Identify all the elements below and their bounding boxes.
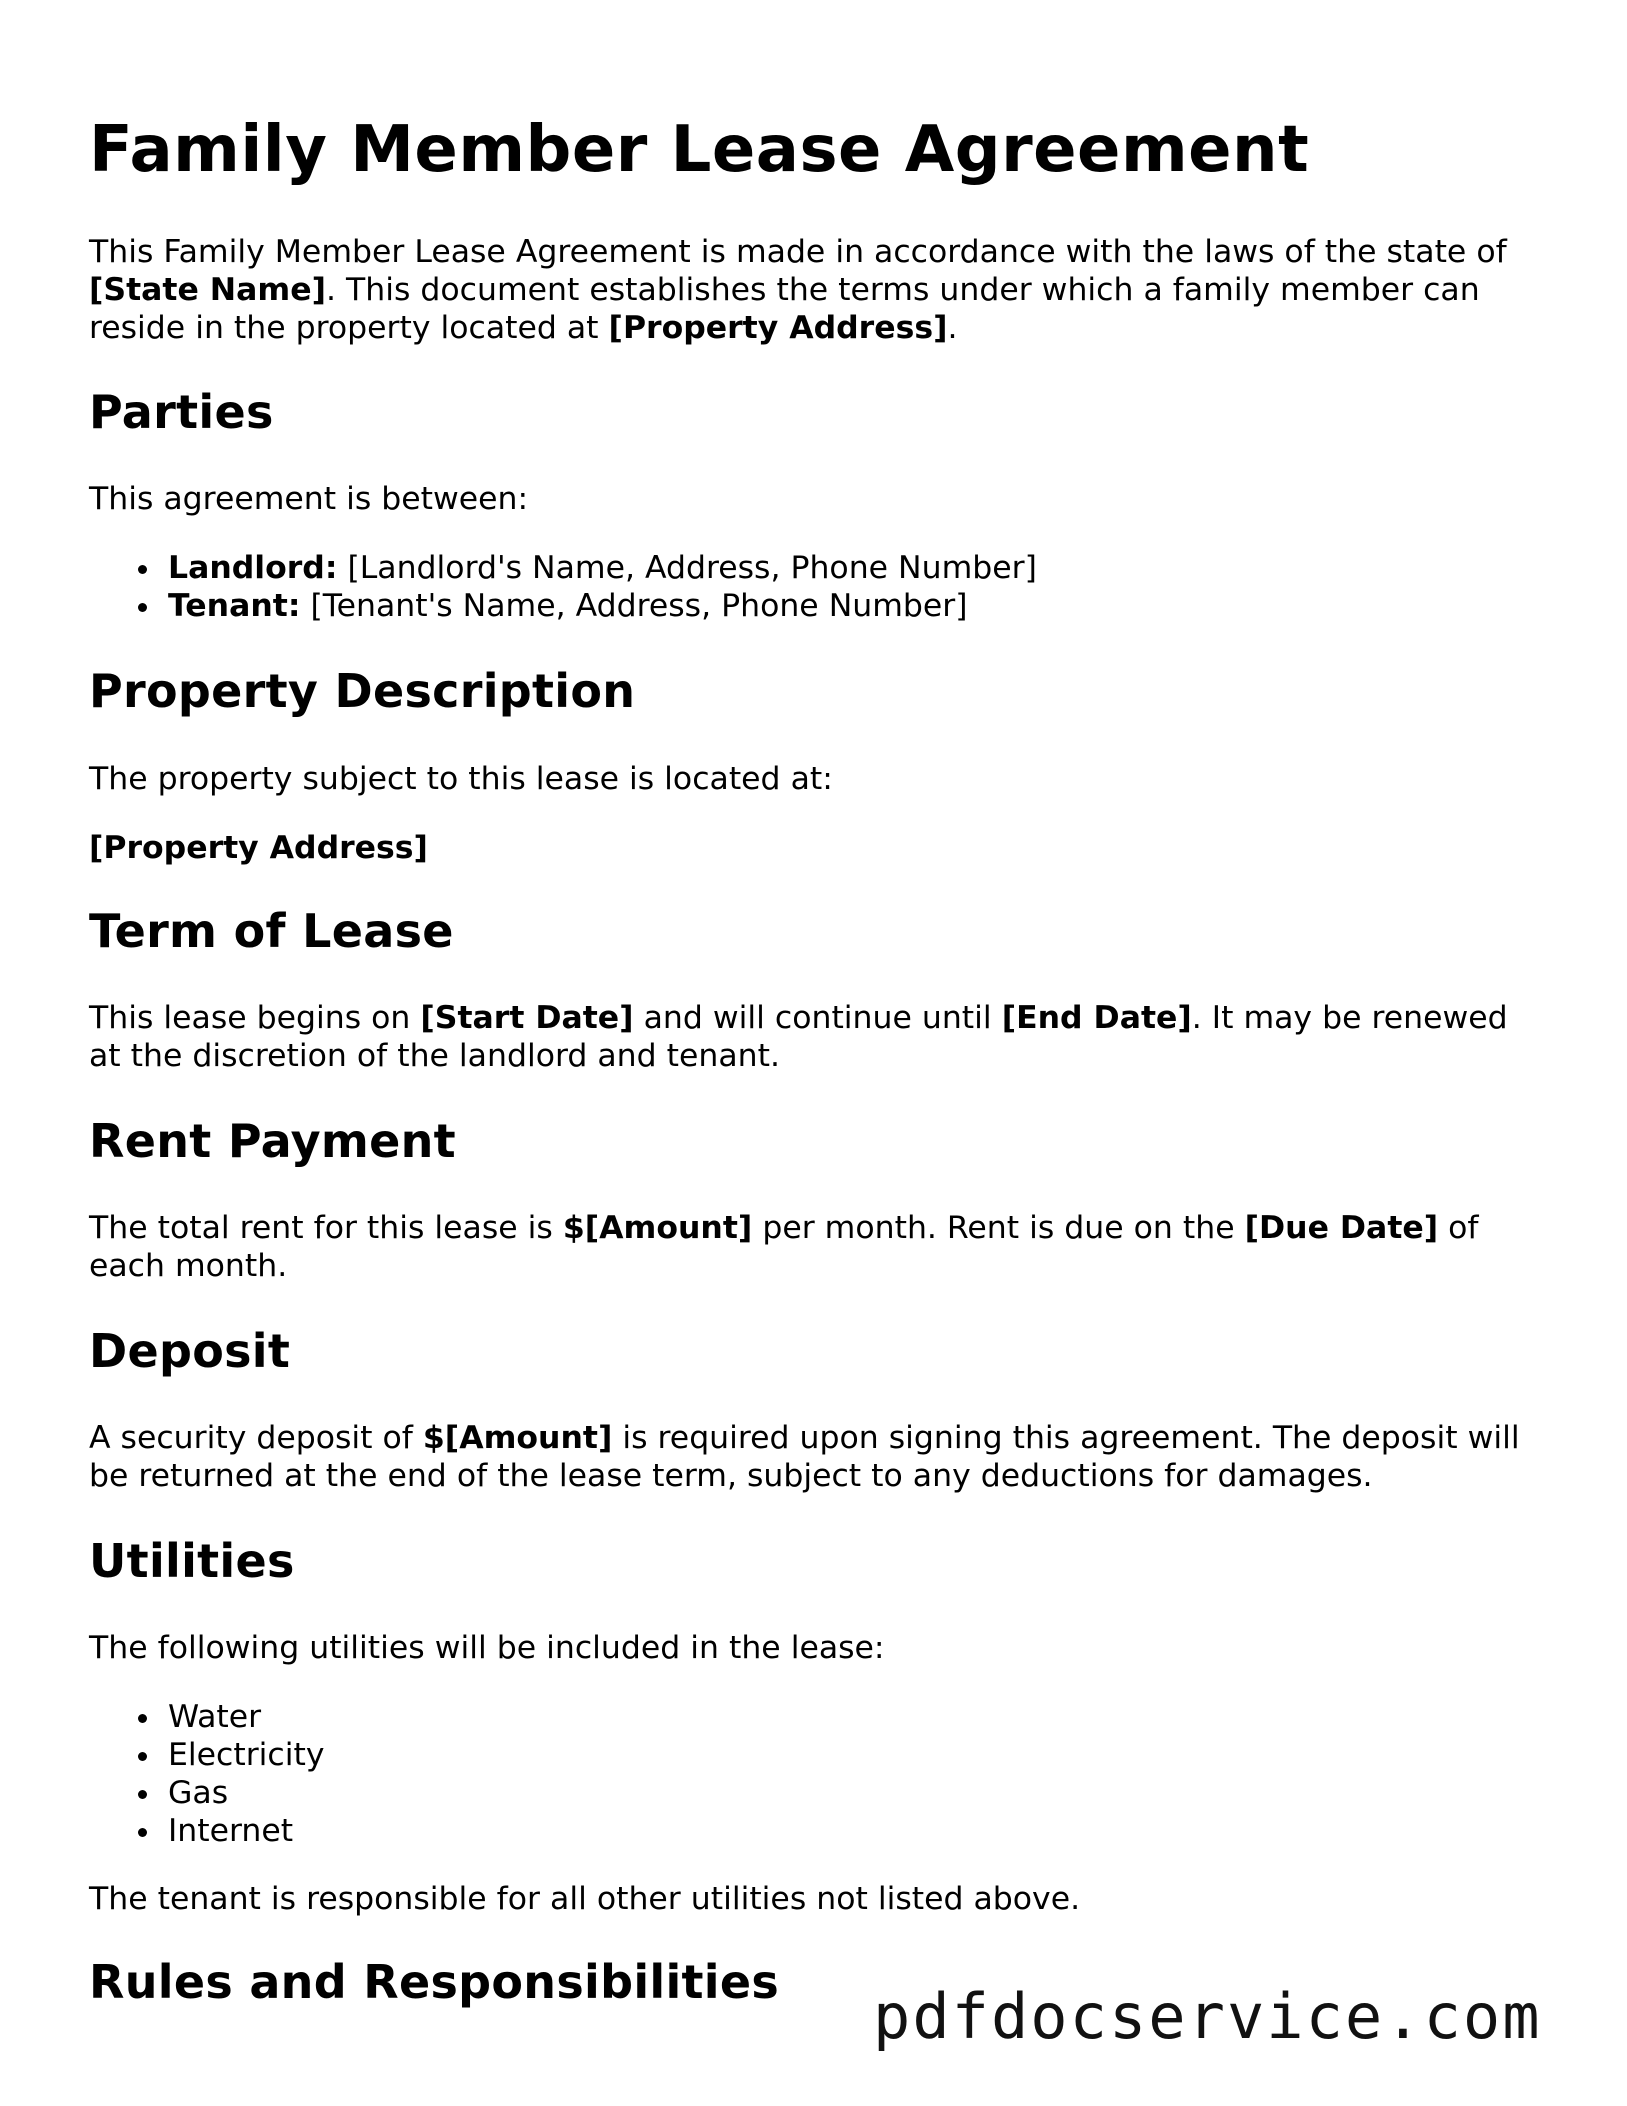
end-date-placeholder: [End Date]: [1001, 1000, 1192, 1036]
due-date-placeholder: [Due Date]: [1244, 1210, 1439, 1246]
property-address: [89, 829, 1539, 867]
parties-text: This agreement is between:: [89, 481, 529, 517]
list-item: [168, 549, 1037, 587]
intro-text-3: .: [947, 310, 958, 346]
landlord-label: Landlord:: [168, 550, 338, 586]
deposit-paragraph: [89, 1419, 1539, 1495]
start-date-placeholder: [Start Date]: [420, 1000, 634, 1036]
utilities-heading: Utilities: [89, 1534, 295, 1588]
tenant-label: Tenant:: [168, 588, 301, 624]
intro-paragraph: [89, 233, 1539, 347]
utilities-list: [89, 1698, 324, 1850]
parties-list: [89, 549, 1037, 625]
property-address-bold: [Property Address]: [89, 830, 428, 866]
watermark-text: pdfdocservice.com: [873, 1980, 1542, 2053]
deposit-text-1: A security deposit of: [89, 1420, 413, 1456]
term-text-1: This lease begins on: [89, 1000, 411, 1036]
rent-text-3: of each month.: [89, 1210, 1479, 1284]
list-item: Gas: [168, 1774, 324, 1812]
rent-text-1: The total rent for this lease is: [89, 1210, 553, 1246]
term-text-2: and will continue until: [643, 1000, 992, 1036]
rent-text-2: per month. Rent is due on the: [762, 1210, 1235, 1246]
list-item: Water: [168, 1698, 324, 1736]
list-item: [168, 587, 1037, 625]
deposit-amount-placeholder: $[Amount]: [422, 1420, 613, 1456]
list-item: Internet: [168, 1812, 324, 1850]
list-item: Electricity: [168, 1737, 325, 1773]
property-address-placeholder: [Property Address]: [608, 310, 948, 346]
deposit-text-2: is required upon signing this agreement. The deposit will be returned at the end of the lease term, subject to any deductions for damages.: [89, 1420, 1520, 1494]
rent-paragraph: [89, 1209, 1539, 1285]
state-name-placeholder: [State Name]: [89, 272, 326, 308]
deposit-heading: Deposit: [89, 1324, 291, 1378]
tenant-value: [Tenant's Name, Address, Phone Number]: [310, 588, 968, 624]
term-text-3: . It may be renewed at the discretion of the landlord and tenant.: [89, 1000, 1508, 1074]
utilities-footer: The tenant is responsible for all other utilities not listed above.: [89, 1881, 1081, 1917]
rent-heading: Rent Payment: [89, 1114, 456, 1168]
utilities-text: The following utilities will be included in the lease:: [89, 1630, 885, 1666]
document-title: Family Member Lease Agreement: [89, 113, 1310, 187]
rent-amount-placeholder: $[Amount]: [562, 1210, 753, 1246]
property-text: The property subject to this lease is located at:: [89, 761, 833, 797]
term-heading: Term of Lease: [89, 904, 454, 958]
term-paragraph: [89, 999, 1539, 1075]
parties-heading: Parties: [89, 385, 274, 439]
intro-text-1: This Family Member Lease Agreement is made in accordance with the laws of the state of: [89, 234, 1507, 270]
rules-heading: Rules and Responsibilities: [89, 1955, 780, 2009]
landlord-value: [Landlord's Name, Address, Phone Number]: [347, 550, 1037, 586]
intro-text-2: . This document establishes the terms under which a family member can reside in the property located at: [89, 272, 1480, 346]
property-heading: Property Description: [89, 664, 636, 718]
